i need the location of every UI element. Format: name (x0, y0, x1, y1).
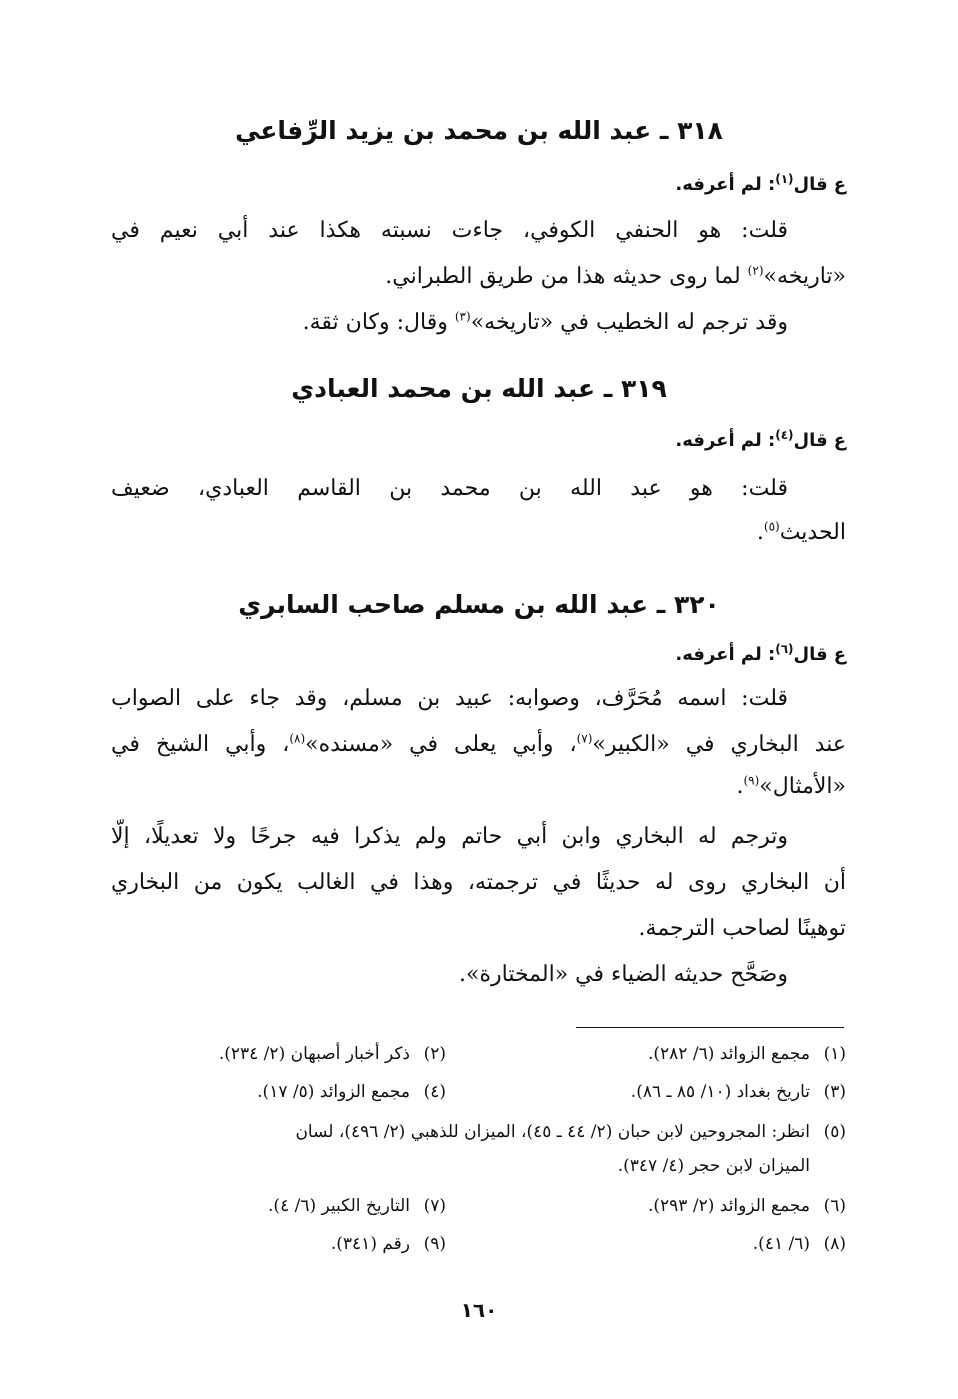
footnote: (١)مجمع الزوائد (٦/ ٢٨٢). (648, 1044, 846, 1064)
entry-heading: ٣١٩ ـ عبد الله بن محمد العبادي (291, 374, 667, 403)
page-number: ١٦٠ (460, 1298, 498, 1322)
body-line: الحديث$^{(٥)}$. (756, 519, 846, 545)
qal-line: عقال$^{(٦)}$: لم أعرفه. (675, 642, 846, 665)
entry-heading: ٣١٨ ـ عبد الله بن محمد بن يزيد الرِّفاعي (235, 116, 723, 145)
footnote: (٦)مجمع الزوائد (٢/ ٢٩٣). (648, 1196, 846, 1216)
body-line: أن البخاري روى له حديثًا في ترجمته، وهذا في الغالب يكون من البخاري (111, 870, 846, 895)
body-line: عند البخاري في «الكبير»$^{(٧)}$، وأبي يعلى في «مسنده»$^{(٨)}$، وأبي الشيخ في (111, 731, 846, 757)
body-line: وصَحَّح حديثه الضياء في «المختارة». (459, 962, 788, 987)
bullet-icon: ع (833, 430, 846, 451)
body-line: قلت: اسمه مُحَرَّف، وصوابه: عبيد بن مسلم، وقد جاء على الصواب (111, 686, 788, 711)
qal-line: عقال$^{(١)}$: لم أعرفه. (675, 172, 846, 195)
footnote: (٢)ذكر أخبار أصبهان (٢/ ٢٣٤). (218, 1044, 446, 1064)
footnote: (٨)(٦/ ٤١). (752, 1234, 846, 1254)
qal-line: عقال$^{(٤)}$: لم أعرفه. (675, 428, 846, 451)
footnote: (٥)انظر: المجروحين لابن حبان (٢/ ٤٤ ـ ٤٥)، الميزان للذهبي (٢/ ٤٩٦)، لسان (295, 1122, 846, 1142)
body-line: توهينًا لصاحب الترجمة. (638, 916, 846, 941)
footnote: (٣)تاريخ بغداد (١٠/ ٨٥ ـ ٨٦). (630, 1082, 846, 1102)
body-line: وقد ترجم له الخطيب في «تاريخه»$^{(٣)}$ وقال: وكان ثقة. (302, 309, 788, 335)
footnote: (٤)مجمع الزوائد (٥/ ١٧). (257, 1082, 446, 1102)
footnote: (٩)رقم (٣٤١). (330, 1234, 446, 1254)
body-line: «تاريخه»$^{(٢)}$ لما روى حديثه هذا من طريق الطبراني. (385, 263, 846, 289)
body-line: «الأمثال»$^{(٩)}$. (736, 773, 846, 799)
bullet-icon: ع (833, 174, 846, 195)
body-line: قلت: هو الحنفي الكوفي، جاءت نسبته هكذا عند أبي نعيم في (111, 218, 788, 243)
entry-heading: ٣٢٠ ـ عبد الله بن مسلم صاحب السابري (238, 590, 720, 619)
body-line: وترجم له البخاري وابن أبي حاتم ولم يذكرا فيه جرحًا ولا تعديلًا، إلّا (111, 824, 788, 849)
body-line: قلت: هو عبد الله بن محمد بن القاسم العبادي، ضعيف (111, 476, 788, 501)
bullet-icon: ع (833, 644, 846, 665)
footnote-separator (576, 1027, 844, 1028)
footnote: (٧)التاريخ الكبير (٦/ ٤). (268, 1196, 446, 1216)
footnote-continuation: الميزان لابن حجر (٤/ ٣٤٧). (617, 1156, 810, 1176)
